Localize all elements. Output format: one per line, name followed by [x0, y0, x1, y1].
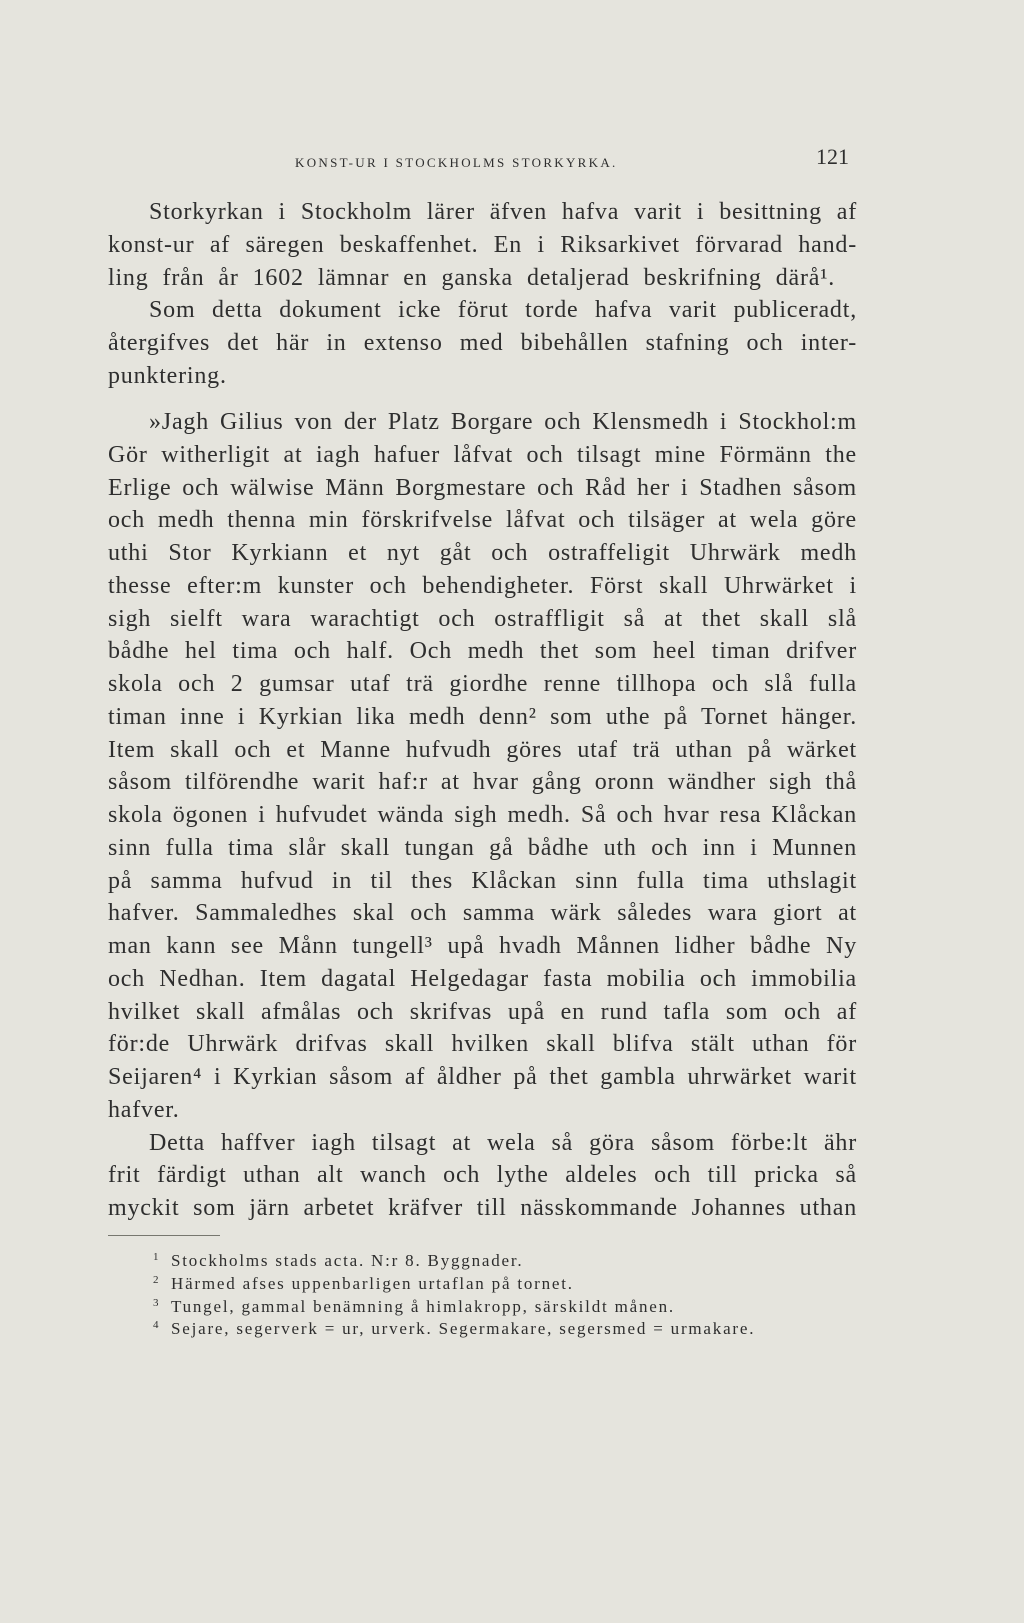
text-line: hafver. [108, 1096, 180, 1123]
text-line: thesse efter:m kunster och behendigheter. Först skall Uhrwärket i [108, 572, 857, 599]
paragraph [108, 294, 857, 392]
text-line: Storkyrkan i Stockholm lärer äfven hafva varit i besittning af [149, 199, 857, 225]
footnote [153, 1246, 755, 1269]
text-line: punktering. [108, 362, 227, 389]
text-line: timan inne i Kyrkian lika medh denn² som uthe på Tornet hänger. [108, 703, 857, 730]
footnote [153, 1269, 755, 1292]
text-line: uthi Stor Kyrkiann et nyt gåt och ostraffeligit Uhrwärk medh [108, 540, 857, 566]
text-line: Item skall och et Manne hufvudh göres utaf trä uthan på wärket [108, 736, 857, 763]
footnote-marker: 1 [153, 1251, 159, 1263]
footnote-rule [108, 1235, 220, 1236]
text-line: Som detta dokument icke förut torde hafva varit publiceradt, [149, 297, 857, 324]
text-line: på samma hufvud in til thes Klåckan sinn fulla tima uthslagit [108, 867, 857, 894]
paragraph [108, 1127, 857, 1225]
body-text [108, 196, 857, 1225]
text-line: hvilket skall afmålas och skrifvas upå en rund tafla som och af [108, 998, 857, 1025]
text-line: »Jagh Gilius von der Platz Borgare och Klensmedh i Stockhol:m [149, 409, 857, 435]
page-number: 121 [816, 144, 849, 169]
text-line: Erlige och wälwise Männ Borgmestare och Råd her i Stadhen såsom [108, 474, 857, 501]
text-line: skola ögonen i hufvudet wända sigh medh. Så och hvar resa Klåckan [108, 802, 857, 828]
text-line: för:de Uhrwärk drifvas skall hvilken skall blifva stält uthan för [108, 1031, 857, 1058]
text-line: sigh sielft wara warachtigt och ostraffligit så at thet skall slå [108, 605, 857, 632]
footnote-text: Sejare, segerverk = ur, urverk. Segermakare, segersmed = urmakare. [171, 1319, 756, 1339]
text-line: Seijaren⁴ i Kyrkian såsom af åldher på thet gambla uhrwärket warit [108, 1064, 857, 1090]
footnote [153, 1292, 755, 1315]
footnote [153, 1314, 755, 1337]
footnote-marker: 2 [153, 1273, 159, 1286]
running-head-title: KONST-UR I STOCKHOLMS STORKYRKA. [295, 155, 618, 170]
text-line: ling från år 1602 lämnar en ganska detaljerad beskrifning därå¹. [108, 264, 835, 291]
text-line: hafver. Sammaledhes skal och samma wärk således wara giort at [108, 900, 857, 927]
paragraph [108, 196, 857, 294]
text-line: frit färdigt uthan alt wanch och lythe aldeles och till pricka så [108, 1162, 857, 1189]
text-line: och Nedhan. Item dagatal Helgedagar fasta mobilia och immobilia [108, 965, 857, 992]
text-line: konst-ur af säregen beskaffenhet. En i Riksarkivet förvarad hand- [108, 231, 857, 258]
text-line: Gör witherligit at iagh hafuer låfvat och tilsagt mine Förmänn the [108, 441, 857, 468]
footnote-marker: 4 [153, 1319, 159, 1332]
footnote-text: Stockholms stads acta. N:r 8. Byggnader. [171, 1251, 524, 1270]
text-line: Detta haffver iagh tilsagt at wela så göra såsom förbe:lt ähr [149, 1129, 857, 1156]
text-line: återgifves det här in extenso med bibehållen stafning och inter- [108, 330, 857, 356]
text-line: och medh thenna min förskrifvelse låfvat och tilsäger at wela göre [108, 507, 857, 534]
footnote-marker: 3 [153, 1296, 159, 1309]
text-line: skola och 2 gumsar utaf trä giordhe renne tillhopa och slå fulla [108, 671, 857, 697]
text-line: myckit som järn arbetet kräfver till nässkommande Johannes uthan [108, 1195, 857, 1221]
footnotes [153, 1246, 755, 1337]
footnote-text: Härmed afses uppenbarligen urtaflan på tornet. [171, 1273, 574, 1293]
quoted-document-paragraph [108, 406, 857, 1127]
text-line: såsom tilförendhe warit haf:r at hvar gång oronn wändher sigh thå [108, 769, 857, 796]
text-line: sinn fulla tima slår skall tungan gå bådhe uth och inn i Munnen [108, 834, 857, 861]
text-line: bådhe hel tima och half. Och medh thet som heel timan drifver [108, 638, 857, 665]
text-line: man kann see Månn tungell³ upå hvadh Månnen lidher bådhe Ny [108, 933, 857, 959]
footnote-text: Tungel, gammal benämning å himlakropp, särskildt månen. [171, 1296, 675, 1316]
